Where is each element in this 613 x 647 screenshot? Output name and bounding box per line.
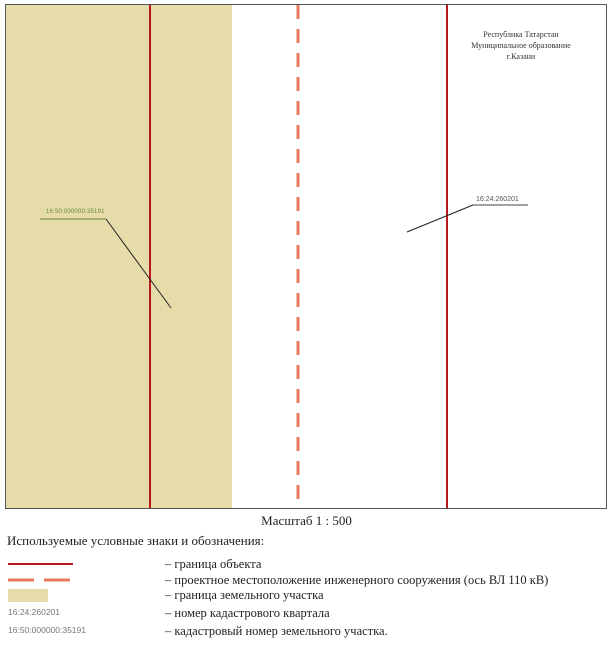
- legend-item: [0, 587, 613, 603]
- region-header-line: Муниципальное образование: [471, 41, 571, 50]
- legend-item: [0, 556, 613, 572]
- cadastral-parcel-label: 16:50:000000:35191: [46, 209, 105, 215]
- region-header-line: Республика Татарстан: [483, 30, 559, 39]
- quarter-leader-line: [407, 205, 473, 232]
- legend-symbol-land-parcel: [8, 587, 148, 603]
- region-header-line: г.Казани: [506, 52, 536, 61]
- legend-item: [0, 623, 613, 639]
- legend-item: [0, 605, 613, 621]
- legend-item: [0, 572, 613, 588]
- land-parcel-area: [6, 5, 232, 509]
- legend-label: – номер кадастрового квартала: [165, 606, 330, 620]
- legend-label: – граница объекта: [165, 557, 262, 571]
- legend-label: – проектное местоположение инженерного сооружения (ось ВЛ 110 кВ): [165, 573, 549, 587]
- legend-label: – граница земельного участка: [165, 588, 324, 602]
- legend-symbol-quarter-number: [8, 605, 148, 621]
- legend-symbol-parcel-number: [8, 623, 148, 639]
- map-canvas: [6, 5, 607, 509]
- region-header: [446, 29, 596, 62]
- legend-symbol-object-boundary: [8, 556, 148, 572]
- scale-label: Масштаб 1 : 500: [261, 513, 352, 528]
- legend-symbol-text: 16:50:000000:35191: [8, 625, 86, 635]
- legend-label: – кадастровый номер земельного участка.: [165, 624, 388, 638]
- cadastral-quarter-label: 16:24:260201: [476, 196, 519, 203]
- map-frame: [5, 4, 607, 509]
- legend-symbol-power-line-axis: [8, 572, 148, 588]
- legend-symbol-text: 16:24:260201: [8, 607, 60, 617]
- legend-title: Используемые условные знаки и обозначения:: [7, 533, 265, 548]
